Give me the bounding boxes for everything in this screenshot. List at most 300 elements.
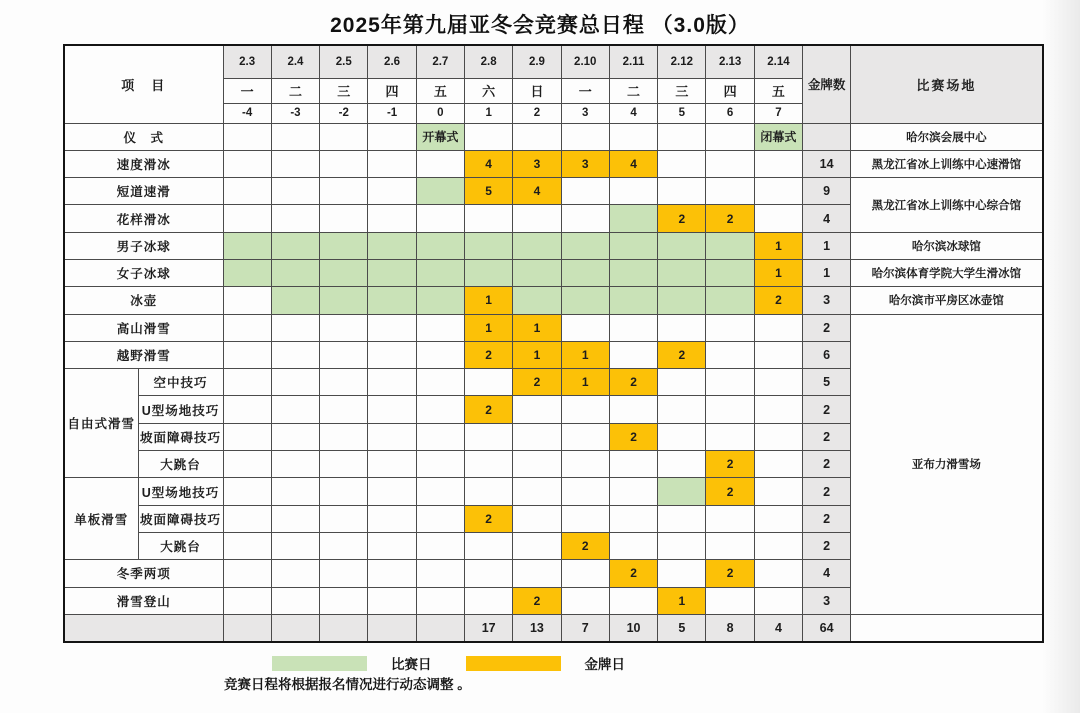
- day-cell: [706, 396, 754, 423]
- day-cell: [368, 423, 416, 450]
- day-cell: [320, 587, 368, 614]
- day-cell: [561, 478, 609, 505]
- day-cell: [368, 478, 416, 505]
- date-header-cell: 2.9: [513, 45, 561, 78]
- page-title: 2025年第九届亚冬会竞赛总日程 （3.0版）: [330, 14, 750, 37]
- daynumber-header-cell: 1: [465, 103, 513, 123]
- legend: [272, 653, 625, 673]
- gold-medal-day-cell: 1: [513, 341, 561, 368]
- totals-day-cell: 7: [561, 614, 609, 641]
- day-cell: [609, 178, 657, 205]
- competition-day-cell: [561, 232, 609, 259]
- competition-day-cell: [513, 287, 561, 314]
- day-cell: [754, 205, 802, 232]
- competition-day-cell: [271, 232, 319, 259]
- day-cell: [368, 560, 416, 587]
- totals-day-cell: [223, 614, 271, 641]
- day-cell: [561, 505, 609, 532]
- gold-medal-day-cell: 2: [513, 369, 561, 396]
- date-header-cell: 2.11: [609, 45, 657, 78]
- event-label: 仪 式: [64, 123, 223, 150]
- competition-day-cell: [416, 178, 464, 205]
- competition-day-cell: [368, 259, 416, 286]
- day-cell: [609, 587, 657, 614]
- weekday-header-cell: 一: [561, 78, 609, 103]
- gold-medal-day-cell: 3: [561, 150, 609, 177]
- event-row: [64, 123, 1043, 150]
- gold-medal-day-cell: 2: [658, 341, 706, 368]
- day-cell: [465, 123, 513, 150]
- day-cell: [368, 369, 416, 396]
- gold-medal-day-cell: 5: [465, 178, 513, 205]
- day-cell: [368, 314, 416, 341]
- day-cell: [320, 478, 368, 505]
- event-row: [64, 178, 1043, 205]
- competition-day-cell: [320, 232, 368, 259]
- day-cell: [271, 341, 319, 368]
- event-row: [64, 232, 1043, 259]
- daynumber-header-cell: -2: [320, 103, 368, 123]
- competition-day-cell: [658, 232, 706, 259]
- event-sub-label: 空中技巧: [138, 369, 223, 396]
- day-cell: [223, 205, 271, 232]
- schedule-table: [63, 44, 1044, 643]
- competition-day-cell: [609, 287, 657, 314]
- day-cell: [754, 150, 802, 177]
- day-cell: [271, 178, 319, 205]
- day-cell: [754, 396, 802, 423]
- competition-day-cell: [320, 287, 368, 314]
- day-cell: [754, 587, 802, 614]
- day-cell: [609, 123, 657, 150]
- gold-medal-day-cell: 2: [609, 423, 657, 450]
- totals-day-cell: [416, 614, 464, 641]
- event-label: 冰壶: [64, 287, 223, 314]
- gold-count-cell: 1: [803, 232, 851, 259]
- event-label: 高山滑雪: [64, 314, 223, 341]
- day-cell: [561, 178, 609, 205]
- totals-day-cell: 4: [754, 614, 802, 641]
- day-cell: [271, 369, 319, 396]
- day-cell: [609, 396, 657, 423]
- totals-gold-cell: 64: [803, 614, 851, 641]
- day-cell: [271, 205, 319, 232]
- schedule-table-body: [64, 123, 1043, 642]
- gold-medal-day-cell: 2: [706, 451, 754, 478]
- gold-medal-day-cell: 1: [465, 314, 513, 341]
- day-cell: [561, 314, 609, 341]
- gold-day-swatch: [466, 656, 561, 671]
- gold-medal-day-cell: 2: [465, 396, 513, 423]
- totals-label-cell: [64, 614, 223, 641]
- gold-medal-day-cell: 1: [513, 314, 561, 341]
- event-row: [64, 287, 1043, 314]
- event-label: 速度滑冰: [64, 150, 223, 177]
- day-cell: [706, 423, 754, 450]
- day-cell: [223, 451, 271, 478]
- competition-day-cell: [561, 287, 609, 314]
- daynumber-header-cell: 7: [754, 103, 802, 123]
- competition-day-label: 比赛日: [391, 657, 432, 672]
- day-cell: [561, 560, 609, 587]
- gold-medal-day-cell: 2: [658, 205, 706, 232]
- day-cell: [416, 423, 464, 450]
- gold-medal-day-cell: 2: [513, 587, 561, 614]
- gold-medal-day-cell: 4: [513, 178, 561, 205]
- venue-cell: 哈尔滨市平房区冰壶馆: [851, 287, 1043, 314]
- gold-count-cell: 4: [803, 205, 851, 232]
- day-cell: [465, 587, 513, 614]
- day-cell: [513, 560, 561, 587]
- gold-medal-day-cell: 1: [561, 341, 609, 368]
- day-cell: [658, 369, 706, 396]
- day-cell: [223, 560, 271, 587]
- day-cell: [223, 478, 271, 505]
- gold-medal-day-cell: 2: [706, 478, 754, 505]
- day-cell: [416, 587, 464, 614]
- day-cell: [754, 341, 802, 368]
- competition-day-cell: [513, 259, 561, 286]
- day-cell: [320, 205, 368, 232]
- day-cell: [465, 423, 513, 450]
- day-cell: [368, 451, 416, 478]
- day-cell: [754, 178, 802, 205]
- day-cell: [658, 150, 706, 177]
- day-cell: [271, 451, 319, 478]
- day-cell: [223, 123, 271, 150]
- day-cell: [320, 369, 368, 396]
- venue-cell: 哈尔滨会展中心: [851, 123, 1043, 150]
- venue-cell: 亚布力滑雪场: [851, 314, 1043, 614]
- day-cell: [609, 314, 657, 341]
- footnote: 竞赛日程将根据报名情况进行动态调整 。: [224, 677, 471, 692]
- day-cell: [320, 532, 368, 559]
- gold-medal-day-cell: 1: [561, 369, 609, 396]
- day-cell: [561, 123, 609, 150]
- day-cell: [271, 123, 319, 150]
- weekday-header-cell: 三: [658, 78, 706, 103]
- totals-day-cell: [320, 614, 368, 641]
- weekday-header-cell: 六: [465, 78, 513, 103]
- day-cell: [706, 123, 754, 150]
- gold-medal-day-cell: 2: [754, 287, 802, 314]
- competition-day-cell: [609, 259, 657, 286]
- day-cell: [706, 532, 754, 559]
- competition-day-cell: [658, 287, 706, 314]
- event-sub-label: 坡面障碍技巧: [138, 423, 223, 450]
- daynumber-header-cell: -1: [368, 103, 416, 123]
- event-sub-label: 大跳台: [138, 532, 223, 559]
- gold-medal-day-cell: 2: [609, 560, 657, 587]
- day-cell: [271, 314, 319, 341]
- day-cell: [223, 369, 271, 396]
- day-cell: [754, 532, 802, 559]
- day-cell: [368, 150, 416, 177]
- event-group-label: 单板滑雪: [64, 478, 138, 560]
- competition-day-cell: [706, 259, 754, 286]
- day-cell: [513, 396, 561, 423]
- gold-count-cell: [803, 123, 851, 150]
- weekday-header-cell: 五: [754, 78, 802, 103]
- day-cell: [416, 560, 464, 587]
- day-cell: [706, 587, 754, 614]
- gold-count-cell: 4: [803, 560, 851, 587]
- day-cell: [465, 451, 513, 478]
- gold-count-cell: 2: [803, 478, 851, 505]
- gold-medal-day-cell: 1: [465, 287, 513, 314]
- competition-day-cell: [706, 287, 754, 314]
- event-label: 男子冰球: [64, 232, 223, 259]
- day-cell: [368, 505, 416, 532]
- gold-count-cell: 3: [803, 587, 851, 614]
- gold-count-cell: 9: [803, 178, 851, 205]
- event-sub-label: 大跳台: [138, 451, 223, 478]
- day-cell: [706, 369, 754, 396]
- gold-count-cell: 1: [803, 259, 851, 286]
- gold-medal-day-cell: 2: [465, 341, 513, 368]
- totals-venue-cell: [851, 614, 1043, 641]
- competition-day-cell: [609, 205, 657, 232]
- event-group-label: 自由式滑雪: [64, 369, 138, 478]
- day-cell: [706, 150, 754, 177]
- gold-count-cell: 2: [803, 451, 851, 478]
- competition-day-cell: [658, 478, 706, 505]
- day-cell: [368, 123, 416, 150]
- gold-count-cell: 2: [803, 505, 851, 532]
- day-cell: [609, 532, 657, 559]
- totals-day-cell: [368, 614, 416, 641]
- gold-medal-day-cell: 4: [609, 150, 657, 177]
- day-cell: [320, 396, 368, 423]
- day-cell: [320, 150, 368, 177]
- totals-row: [64, 614, 1043, 641]
- day-cell: [271, 505, 319, 532]
- gold-count-cell: 2: [803, 314, 851, 341]
- competition-day-cell: [561, 259, 609, 286]
- day-cell: [609, 341, 657, 368]
- day-cell: [223, 587, 271, 614]
- day-cell: [513, 532, 561, 559]
- day-cell: [706, 178, 754, 205]
- day-cell: [416, 505, 464, 532]
- event-row: [64, 259, 1043, 286]
- date-header-cell: 2.3: [223, 45, 271, 78]
- totals-day-cell: 8: [706, 614, 754, 641]
- gold-medal-day-cell: 2: [706, 560, 754, 587]
- venue-column-header: 比赛场地: [851, 45, 1043, 123]
- competition-day-cell: [706, 232, 754, 259]
- event-sub-label: U型场地技巧: [138, 478, 223, 505]
- weekday-header-cell: 二: [609, 78, 657, 103]
- day-cell: [513, 423, 561, 450]
- gold-count-header: 金牌数: [803, 45, 851, 123]
- gold-count-cell: 2: [803, 396, 851, 423]
- day-cell: [706, 341, 754, 368]
- day-cell: [561, 451, 609, 478]
- daynumber-header-cell: -3: [271, 103, 319, 123]
- day-cell: [416, 478, 464, 505]
- day-cell: [368, 341, 416, 368]
- day-cell: [416, 341, 464, 368]
- day-cell: [658, 532, 706, 559]
- day-cell: [465, 205, 513, 232]
- day-cell: [223, 178, 271, 205]
- weekday-header-cell: 四: [706, 78, 754, 103]
- gold-medal-day-cell: 2: [706, 205, 754, 232]
- daynumber-header-cell: 5: [658, 103, 706, 123]
- venue-cell: 哈尔滨体育学院大学生滑冰馆: [851, 259, 1043, 286]
- gold-medal-day-cell: 4: [465, 150, 513, 177]
- event-row: [64, 150, 1043, 177]
- date-header-cell: 2.5: [320, 45, 368, 78]
- day-cell: [754, 560, 802, 587]
- day-cell: [754, 451, 802, 478]
- day-cell: [416, 532, 464, 559]
- day-cell: [561, 205, 609, 232]
- gold-count-cell: 2: [803, 423, 851, 450]
- day-cell: [368, 396, 416, 423]
- totals-day-cell: 10: [609, 614, 657, 641]
- daynumber-header-cell: -4: [223, 103, 271, 123]
- day-cell: [561, 396, 609, 423]
- daynumber-header-cell: 2: [513, 103, 561, 123]
- day-cell: [223, 150, 271, 177]
- day-cell: [658, 560, 706, 587]
- day-cell: [658, 178, 706, 205]
- day-cell: [609, 451, 657, 478]
- date-header-cell: 2.12: [658, 45, 706, 78]
- day-cell: [658, 505, 706, 532]
- gold-day-label: 金牌日: [584, 657, 625, 672]
- page-edge-shade: [1042, 0, 1080, 713]
- event-sub-label: 坡面障碍技巧: [138, 505, 223, 532]
- competition-day-cell: [465, 259, 513, 286]
- competition-day-cell: [223, 232, 271, 259]
- gold-medal-day-cell: 1: [754, 232, 802, 259]
- day-cell: [271, 150, 319, 177]
- date-header-cell: 2.13: [706, 45, 754, 78]
- totals-day-cell: 13: [513, 614, 561, 641]
- day-cell: [561, 587, 609, 614]
- day-cell: [368, 532, 416, 559]
- gold-count-cell: 6: [803, 341, 851, 368]
- day-cell: [271, 423, 319, 450]
- day-cell: [320, 341, 368, 368]
- day-cell: [513, 478, 561, 505]
- event-label: 短道速滑: [64, 178, 223, 205]
- weekday-header-cell: 一: [223, 78, 271, 103]
- weekday-header-cell: 四: [368, 78, 416, 103]
- day-cell: [223, 314, 271, 341]
- competition-day-cell: [416, 287, 464, 314]
- day-cell: [416, 314, 464, 341]
- day-cell: [416, 205, 464, 232]
- day-cell: [320, 178, 368, 205]
- ceremony-cell: 闭幕式: [754, 123, 802, 150]
- competition-day-cell: [513, 232, 561, 259]
- gold-count-cell: 3: [803, 287, 851, 314]
- day-cell: [271, 560, 319, 587]
- event-row: [64, 314, 1043, 341]
- totals-day-cell: 17: [465, 614, 513, 641]
- event-label: 冬季两项: [64, 560, 223, 587]
- date-header-cell: 2.4: [271, 45, 319, 78]
- competition-day-cell: [368, 232, 416, 259]
- day-cell: [706, 314, 754, 341]
- day-cell: [658, 123, 706, 150]
- totals-day-cell: 5: [658, 614, 706, 641]
- day-cell: [320, 314, 368, 341]
- competition-day-cell: [368, 287, 416, 314]
- day-cell: [754, 369, 802, 396]
- day-cell: [416, 150, 464, 177]
- day-cell: [368, 178, 416, 205]
- date-header-cell: 2.6: [368, 45, 416, 78]
- daynumber-header-cell: 3: [561, 103, 609, 123]
- event-sub-label: U型场地技巧: [138, 396, 223, 423]
- day-cell: [271, 587, 319, 614]
- day-cell: [658, 396, 706, 423]
- date-header-cell: 2.14: [754, 45, 802, 78]
- day-cell: [513, 123, 561, 150]
- day-cell: [513, 505, 561, 532]
- day-cell: [513, 205, 561, 232]
- day-cell: [754, 423, 802, 450]
- weekday-header-cell: 日: [513, 78, 561, 103]
- gold-medal-day-cell: 2: [465, 505, 513, 532]
- day-cell: [754, 478, 802, 505]
- day-cell: [754, 314, 802, 341]
- day-cell: [416, 369, 464, 396]
- weekday-header-cell: 五: [416, 78, 464, 103]
- day-cell: [223, 396, 271, 423]
- day-cell: [658, 314, 706, 341]
- day-cell: [271, 478, 319, 505]
- event-label: 滑雪登山: [64, 587, 223, 614]
- ceremony-cell: 开幕式: [416, 123, 464, 150]
- competition-day-cell: [658, 259, 706, 286]
- day-cell: [513, 451, 561, 478]
- event-label: 花样滑冰: [64, 205, 223, 232]
- daynumber-header-cell: 4: [609, 103, 657, 123]
- competition-day-swatch: [272, 656, 367, 671]
- gold-medal-day-cell: 2: [609, 369, 657, 396]
- day-cell: [320, 123, 368, 150]
- daynumber-header-cell: 6: [706, 103, 754, 123]
- gold-medal-day-cell: 1: [754, 259, 802, 286]
- totals-day-cell: [271, 614, 319, 641]
- competition-day-cell: [271, 287, 319, 314]
- day-cell: [465, 369, 513, 396]
- competition-day-cell: [223, 259, 271, 286]
- day-cell: [706, 505, 754, 532]
- day-cell: [368, 205, 416, 232]
- weekday-header-cell: 二: [271, 78, 319, 103]
- event-label: 越野滑雪: [64, 341, 223, 368]
- competition-day-cell: [271, 259, 319, 286]
- day-cell: [271, 532, 319, 559]
- competition-day-cell: [609, 232, 657, 259]
- venue-cell: 黑龙江省冰上训练中心综合馆: [851, 178, 1043, 233]
- day-cell: [320, 505, 368, 532]
- event-label: 女子冰球: [64, 259, 223, 286]
- date-header-cell: 2.10: [561, 45, 609, 78]
- gold-count-cell: 2: [803, 532, 851, 559]
- day-cell: [223, 423, 271, 450]
- competition-day-cell: [416, 259, 464, 286]
- daynumber-header-cell: 0: [416, 103, 464, 123]
- day-cell: [223, 505, 271, 532]
